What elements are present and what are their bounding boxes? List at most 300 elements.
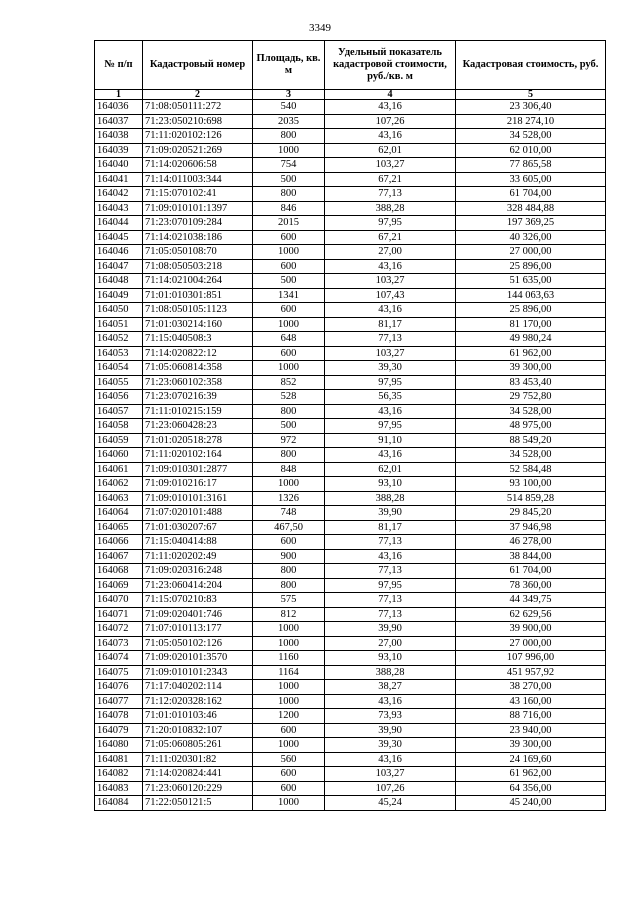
cadastral-value-cell: 61 962,00 (456, 346, 606, 361)
area-cell: 1000 (253, 622, 325, 637)
table-row (95, 752, 606, 767)
cadastral-value-cell: 218 274,10 (456, 114, 606, 129)
table-row (95, 361, 606, 376)
row-number-cell: 164043 (95, 201, 143, 216)
cadastral-number-cell: 71:01:010301:851 (143, 288, 253, 303)
area-cell: 600 (253, 781, 325, 796)
column-number: 4 (325, 90, 456, 100)
cadastral-value-cell: 38 844,00 (456, 549, 606, 564)
cadastral-number-cell: 71:23:060102:358 (143, 375, 253, 390)
row-number-cell: 164062 (95, 477, 143, 492)
table-row (95, 709, 606, 724)
area-cell: 1000 (253, 796, 325, 811)
table-row (95, 738, 606, 753)
cadastral-value-cell: 38 270,00 (456, 680, 606, 695)
area-cell: 800 (253, 564, 325, 579)
cadastral-number-cell: 71:11:020202:49 (143, 549, 253, 564)
specific-value-cell: 38,27 (325, 680, 456, 695)
table-row (95, 390, 606, 405)
table-row (95, 723, 606, 738)
cadastral-value-cell: 46 278,00 (456, 535, 606, 550)
cadastral-number-cell: 71:14:020822:12 (143, 346, 253, 361)
cadastral-number-cell: 71:01:030214:160 (143, 317, 253, 332)
cadastral-value-cell: 52 584,48 (456, 462, 606, 477)
cadastral-number-cell: 71:01:010103:46 (143, 709, 253, 724)
row-number-cell: 164045 (95, 230, 143, 245)
area-cell: 467,50 (253, 520, 325, 535)
table-row (95, 578, 606, 593)
cadastral-value-cell: 51 635,00 (456, 274, 606, 289)
cadastral-value-cell: 29 845,20 (456, 506, 606, 521)
cadastral-number-cell: 71:07:010113:177 (143, 622, 253, 637)
table-header (95, 41, 606, 100)
row-number-cell: 164054 (95, 361, 143, 376)
specific-value-cell: 39,30 (325, 361, 456, 376)
specific-value-cell: 97,95 (325, 375, 456, 390)
cadastral-number-cell: 71:09:020316:248 (143, 564, 253, 579)
cadastral-value-cell: 83 453,40 (456, 375, 606, 390)
cadastral-number-cell: 71:14:021038:186 (143, 230, 253, 245)
header-row-number: № п/п (95, 41, 143, 90)
row-number-cell: 164059 (95, 433, 143, 448)
row-number-cell: 164069 (95, 578, 143, 593)
row-number-cell: 164046 (95, 245, 143, 260)
cadastral-value-cell: 48 975,00 (456, 419, 606, 434)
cadastral-number-cell: 71:01:020518:278 (143, 433, 253, 448)
cadastral-value-cell: 23 306,40 (456, 100, 606, 115)
cadastral-number-cell: 71:01:030207:67 (143, 520, 253, 535)
row-number-cell: 164074 (95, 651, 143, 666)
column-number: 1 (95, 90, 143, 100)
row-number-cell: 164073 (95, 636, 143, 651)
cadastral-value-cell: 39 300,00 (456, 738, 606, 753)
table-row (95, 346, 606, 361)
row-number-cell: 164039 (95, 143, 143, 158)
cadastral-number-cell: 71:11:020301:82 (143, 752, 253, 767)
table-row (95, 680, 606, 695)
area-cell: 754 (253, 158, 325, 173)
cadastral-number-cell: 71:23:070109:284 (143, 216, 253, 231)
cadastral-value-cell: 144 063,63 (456, 288, 606, 303)
cadastral-number-cell: 71:15:070102:41 (143, 187, 253, 202)
row-number-cell: 164036 (95, 100, 143, 115)
row-number-cell: 164040 (95, 158, 143, 173)
specific-value-cell: 62,01 (325, 143, 456, 158)
row-number-cell: 164056 (95, 390, 143, 405)
specific-value-cell: 43,16 (325, 549, 456, 564)
row-number-cell: 164052 (95, 332, 143, 347)
area-cell: 1000 (253, 361, 325, 376)
table-row (95, 607, 606, 622)
table-row (95, 564, 606, 579)
area-cell: 852 (253, 375, 325, 390)
specific-value-cell: 103,27 (325, 274, 456, 289)
row-number-cell: 164064 (95, 506, 143, 521)
specific-value-cell: 97,95 (325, 216, 456, 231)
area-cell: 600 (253, 535, 325, 550)
specific-value-cell: 107,43 (325, 288, 456, 303)
table-row (95, 636, 606, 651)
area-cell: 846 (253, 201, 325, 216)
specific-value-cell: 43,16 (325, 129, 456, 144)
area-cell: 540 (253, 100, 325, 115)
specific-value-cell: 97,95 (325, 419, 456, 434)
row-number-cell: 164070 (95, 593, 143, 608)
cadastral-number-cell: 71:23:050210:698 (143, 114, 253, 129)
table-row (95, 767, 606, 782)
specific-value-cell: 388,28 (325, 201, 456, 216)
cadastral-value-cell: 39 900,00 (456, 622, 606, 637)
cadastral-value-cell: 93 100,00 (456, 477, 606, 492)
row-number-cell: 164066 (95, 535, 143, 550)
specific-value-cell: 43,16 (325, 752, 456, 767)
cadastral-value-cell: 43 160,00 (456, 694, 606, 709)
row-number-cell: 164076 (95, 680, 143, 695)
cadastral-value-cell: 88 549,20 (456, 433, 606, 448)
cadastral-number-cell: 71:23:060414:204 (143, 578, 253, 593)
table-row (95, 317, 606, 332)
cadastral-value-cell: 29 752,80 (456, 390, 606, 405)
table-row (95, 143, 606, 158)
row-number-cell: 164049 (95, 288, 143, 303)
table-row (95, 796, 606, 811)
cadastral-value-cell: 27 000,00 (456, 636, 606, 651)
area-cell: 1326 (253, 491, 325, 506)
table-row (95, 187, 606, 202)
specific-value-cell: 67,21 (325, 172, 456, 187)
row-number-cell: 164053 (95, 346, 143, 361)
cadastral-value-cell: 34 528,00 (456, 404, 606, 419)
specific-value-cell: 43,16 (325, 448, 456, 463)
cadastral-value-cell: 39 300,00 (456, 361, 606, 376)
column-number: 2 (143, 90, 253, 100)
area-cell: 900 (253, 549, 325, 564)
area-cell: 1000 (253, 680, 325, 695)
area-cell: 1000 (253, 636, 325, 651)
row-number-cell: 164079 (95, 723, 143, 738)
cadastral-value-cell: 62 010,00 (456, 143, 606, 158)
table-row (95, 245, 606, 260)
specific-value-cell: 39,90 (325, 506, 456, 521)
cadastral-number-cell: 71:15:040508:3 (143, 332, 253, 347)
row-number-cell: 164075 (95, 665, 143, 680)
area-cell: 528 (253, 390, 325, 405)
row-number-cell: 164081 (95, 752, 143, 767)
specific-value-cell: 77,13 (325, 564, 456, 579)
table-row (95, 404, 606, 419)
area-cell: 648 (253, 332, 325, 347)
table-row (95, 201, 606, 216)
specific-value-cell: 81,17 (325, 520, 456, 535)
cadastral-value-cell: 34 528,00 (456, 129, 606, 144)
table-row (95, 462, 606, 477)
cadastral-number-cell: 71:14:020606:58 (143, 158, 253, 173)
row-number-cell: 164055 (95, 375, 143, 390)
cadastral-number-cell: 71:11:020102:126 (143, 129, 253, 144)
cadastral-number-cell: 71:08:050105:1123 (143, 303, 253, 318)
row-number-cell: 164063 (95, 491, 143, 506)
specific-value-cell: 43,16 (325, 259, 456, 274)
row-number-cell: 164041 (95, 172, 143, 187)
table-row (95, 230, 606, 245)
specific-value-cell: 93,10 (325, 477, 456, 492)
cadastral-value-cell: 64 356,00 (456, 781, 606, 796)
table-row (95, 694, 606, 709)
cadastral-value-cell: 81 170,00 (456, 317, 606, 332)
cadastral-number-cell: 71:11:020102:164 (143, 448, 253, 463)
cadastral-value-cell: 197 369,25 (456, 216, 606, 231)
table-row (95, 520, 606, 535)
area-cell: 1000 (253, 143, 325, 158)
specific-value-cell: 77,13 (325, 187, 456, 202)
row-number-cell: 164065 (95, 520, 143, 535)
cadastral-number-cell: 71:15:070210:83 (143, 593, 253, 608)
table-row (95, 433, 606, 448)
row-number-cell: 164080 (95, 738, 143, 753)
cadastral-number-cell: 71:09:020521:269 (143, 143, 253, 158)
table-row (95, 448, 606, 463)
specific-value-cell: 39,90 (325, 723, 456, 738)
specific-value-cell: 27,00 (325, 245, 456, 260)
specific-value-cell: 77,13 (325, 593, 456, 608)
table-row (95, 274, 606, 289)
table-row (95, 303, 606, 318)
column-number: 3 (253, 90, 325, 100)
cadastral-number-cell: 71:11:010215:159 (143, 404, 253, 419)
specific-value-cell: 77,13 (325, 607, 456, 622)
row-number-cell: 164038 (95, 129, 143, 144)
header-specific-value: Удельный показатель кадастровой стоимости, руб./кв. м (325, 41, 456, 90)
area-cell: 2015 (253, 216, 325, 231)
cadastral-value-cell: 61 704,00 (456, 564, 606, 579)
row-number-cell: 164072 (95, 622, 143, 637)
table-row (95, 114, 606, 129)
cadastral-value-cell: 61 704,00 (456, 187, 606, 202)
cadastral-number-cell: 71:05:050108:70 (143, 245, 253, 260)
cadastral-number-cell: 71:15:040414:88 (143, 535, 253, 550)
cadastral-number-cell: 71:09:010101:2343 (143, 665, 253, 680)
cadastral-value-cell: 40 326,00 (456, 230, 606, 245)
row-number-cell: 164077 (95, 694, 143, 709)
cadastral-number-cell: 71:17:040202:114 (143, 680, 253, 695)
area-cell: 848 (253, 462, 325, 477)
table-row (95, 158, 606, 173)
area-cell: 1160 (253, 651, 325, 666)
row-number-cell: 164082 (95, 767, 143, 782)
area-cell: 500 (253, 419, 325, 434)
table-row (95, 332, 606, 347)
row-number-cell: 164044 (95, 216, 143, 231)
area-cell: 600 (253, 303, 325, 318)
specific-value-cell: 43,16 (325, 100, 456, 115)
row-number-cell: 164057 (95, 404, 143, 419)
header-cadastral-number: Кадастровый номер (143, 41, 253, 90)
row-number-cell: 164061 (95, 462, 143, 477)
column-number: 5 (456, 90, 606, 100)
area-cell: 1000 (253, 317, 325, 332)
specific-value-cell: 45,24 (325, 796, 456, 811)
cadastral-number-cell: 71:09:010101:1397 (143, 201, 253, 216)
area-cell: 575 (253, 593, 325, 608)
table-row (95, 593, 606, 608)
area-cell: 600 (253, 259, 325, 274)
row-number-cell: 164071 (95, 607, 143, 622)
area-cell: 1164 (253, 665, 325, 680)
area-cell: 1000 (253, 245, 325, 260)
cadastral-number-cell: 71:09:020401:746 (143, 607, 253, 622)
cadastral-number-cell: 71:23:060428:23 (143, 419, 253, 434)
specific-value-cell: 73,93 (325, 709, 456, 724)
cadastral-number-cell: 71:08:050503:218 (143, 259, 253, 274)
area-cell: 500 (253, 274, 325, 289)
area-cell: 800 (253, 187, 325, 202)
cadastral-number-cell: 71:20:010832:107 (143, 723, 253, 738)
cadastral-number-cell: 71:14:020824:441 (143, 767, 253, 782)
specific-value-cell: 27,00 (325, 636, 456, 651)
area-cell: 560 (253, 752, 325, 767)
cadastral-number-cell: 71:09:010101:3161 (143, 491, 253, 506)
cadastral-value-cell: 45 240,00 (456, 796, 606, 811)
cadastral-value-cell: 107 996,00 (456, 651, 606, 666)
cadastral-value-cell: 25 896,00 (456, 259, 606, 274)
cadastral-value-cell: 37 946,98 (456, 520, 606, 535)
table-row (95, 549, 606, 564)
cadastral-value-cell: 24 169,60 (456, 752, 606, 767)
specific-value-cell: 97,95 (325, 578, 456, 593)
cadastral-number-cell: 71:14:011003:344 (143, 172, 253, 187)
area-cell: 500 (253, 172, 325, 187)
cadastral-value-cell: 88 716,00 (456, 709, 606, 724)
specific-value-cell: 77,13 (325, 332, 456, 347)
cadastral-value-cell: 62 629,56 (456, 607, 606, 622)
row-number-cell: 164078 (95, 709, 143, 724)
area-cell: 600 (253, 230, 325, 245)
cadastral-number-cell: 71:23:070216:39 (143, 390, 253, 405)
cadastral-number-cell: 71:07:020101:488 (143, 506, 253, 521)
cadastral-value-cell: 27 000,00 (456, 245, 606, 260)
specific-value-cell: 67,21 (325, 230, 456, 245)
cadastral-value-cell: 33 605,00 (456, 172, 606, 187)
specific-value-cell: 43,16 (325, 404, 456, 419)
area-cell: 748 (253, 506, 325, 521)
specific-value-cell: 388,28 (325, 665, 456, 680)
table-row (95, 665, 606, 680)
area-cell: 1000 (253, 477, 325, 492)
table-row (95, 477, 606, 492)
cadastral-number-cell: 71:14:021004:264 (143, 274, 253, 289)
cadastral-value-cell: 23 940,00 (456, 723, 606, 738)
cadastral-value-cell: 25 896,00 (456, 303, 606, 318)
area-cell: 800 (253, 578, 325, 593)
header-area: Площадь, кв. м (253, 41, 325, 90)
row-number-cell: 164048 (95, 274, 143, 289)
row-number-cell: 164068 (95, 564, 143, 579)
area-cell: 600 (253, 723, 325, 738)
specific-value-cell: 77,13 (325, 535, 456, 550)
specific-value-cell: 91,10 (325, 433, 456, 448)
table-row (95, 259, 606, 274)
area-cell: 1341 (253, 288, 325, 303)
cadastral-value-table (94, 40, 606, 811)
table-row (95, 216, 606, 231)
area-cell: 600 (253, 767, 325, 782)
area-cell: 800 (253, 129, 325, 144)
cadastral-value-cell: 78 360,00 (456, 578, 606, 593)
cadastral-value-cell: 44 349,75 (456, 593, 606, 608)
row-number-cell: 164060 (95, 448, 143, 463)
specific-value-cell: 39,90 (325, 622, 456, 637)
cadastral-value-cell: 77 865,58 (456, 158, 606, 173)
row-number-cell: 164050 (95, 303, 143, 318)
table-row (95, 622, 606, 637)
table-row (95, 506, 606, 521)
table-row (95, 781, 606, 796)
cadastral-number-cell: 71:09:010301:2877 (143, 462, 253, 477)
cadastral-number-cell: 71:23:060120:229 (143, 781, 253, 796)
header-cadastral-value: Кадастровая стоимость, руб. (456, 41, 606, 90)
cadastral-value-cell: 328 484,88 (456, 201, 606, 216)
row-number-cell: 164037 (95, 114, 143, 129)
cadastral-value-cell: 514 859,28 (456, 491, 606, 506)
table-row (95, 651, 606, 666)
row-number-cell: 164058 (95, 419, 143, 434)
area-cell: 1000 (253, 694, 325, 709)
cadastral-value-cell: 61 962,00 (456, 767, 606, 782)
row-number-cell: 164051 (95, 317, 143, 332)
area-cell: 800 (253, 404, 325, 419)
specific-value-cell: 107,26 (325, 781, 456, 796)
cadastral-number-cell: 71:09:020101:3570 (143, 651, 253, 666)
table-row (95, 491, 606, 506)
specific-value-cell: 56,35 (325, 390, 456, 405)
specific-value-cell: 62,01 (325, 462, 456, 477)
area-cell: 2035 (253, 114, 325, 129)
area-cell: 1000 (253, 738, 325, 753)
cadastral-value-cell: 451 957,92 (456, 665, 606, 680)
table-row (95, 375, 606, 390)
area-cell: 1200 (253, 709, 325, 724)
specific-value-cell: 43,16 (325, 303, 456, 318)
cadastral-number-cell: 71:09:010216:17 (143, 477, 253, 492)
specific-value-cell: 43,16 (325, 694, 456, 709)
specific-value-cell: 388,28 (325, 491, 456, 506)
cadastral-value-cell: 34 528,00 (456, 448, 606, 463)
specific-value-cell: 103,27 (325, 767, 456, 782)
table-row (95, 172, 606, 187)
table-row (95, 535, 606, 550)
cadastral-number-cell: 71:05:050102:126 (143, 636, 253, 651)
table-body (95, 100, 606, 811)
table-row (95, 129, 606, 144)
cadastral-number-cell: 71:05:060805:261 (143, 738, 253, 753)
row-number-cell: 164042 (95, 187, 143, 202)
cadastral-number-cell: 71:08:050111:272 (143, 100, 253, 115)
cadastral-value-cell: 49 980,24 (456, 332, 606, 347)
cadastral-number-cell: 71:12:020328:162 (143, 694, 253, 709)
column-number-row (95, 90, 606, 100)
row-number-cell: 164083 (95, 781, 143, 796)
row-number-cell: 164067 (95, 549, 143, 564)
page-number: 3349 (309, 22, 331, 34)
table-row (95, 100, 606, 115)
specific-value-cell: 107,26 (325, 114, 456, 129)
cadastral-number-cell: 71:05:060814:358 (143, 361, 253, 376)
specific-value-cell: 103,27 (325, 346, 456, 361)
row-number-cell: 164047 (95, 259, 143, 274)
row-number-cell: 164084 (95, 796, 143, 811)
area-cell: 812 (253, 607, 325, 622)
table-row (95, 419, 606, 434)
